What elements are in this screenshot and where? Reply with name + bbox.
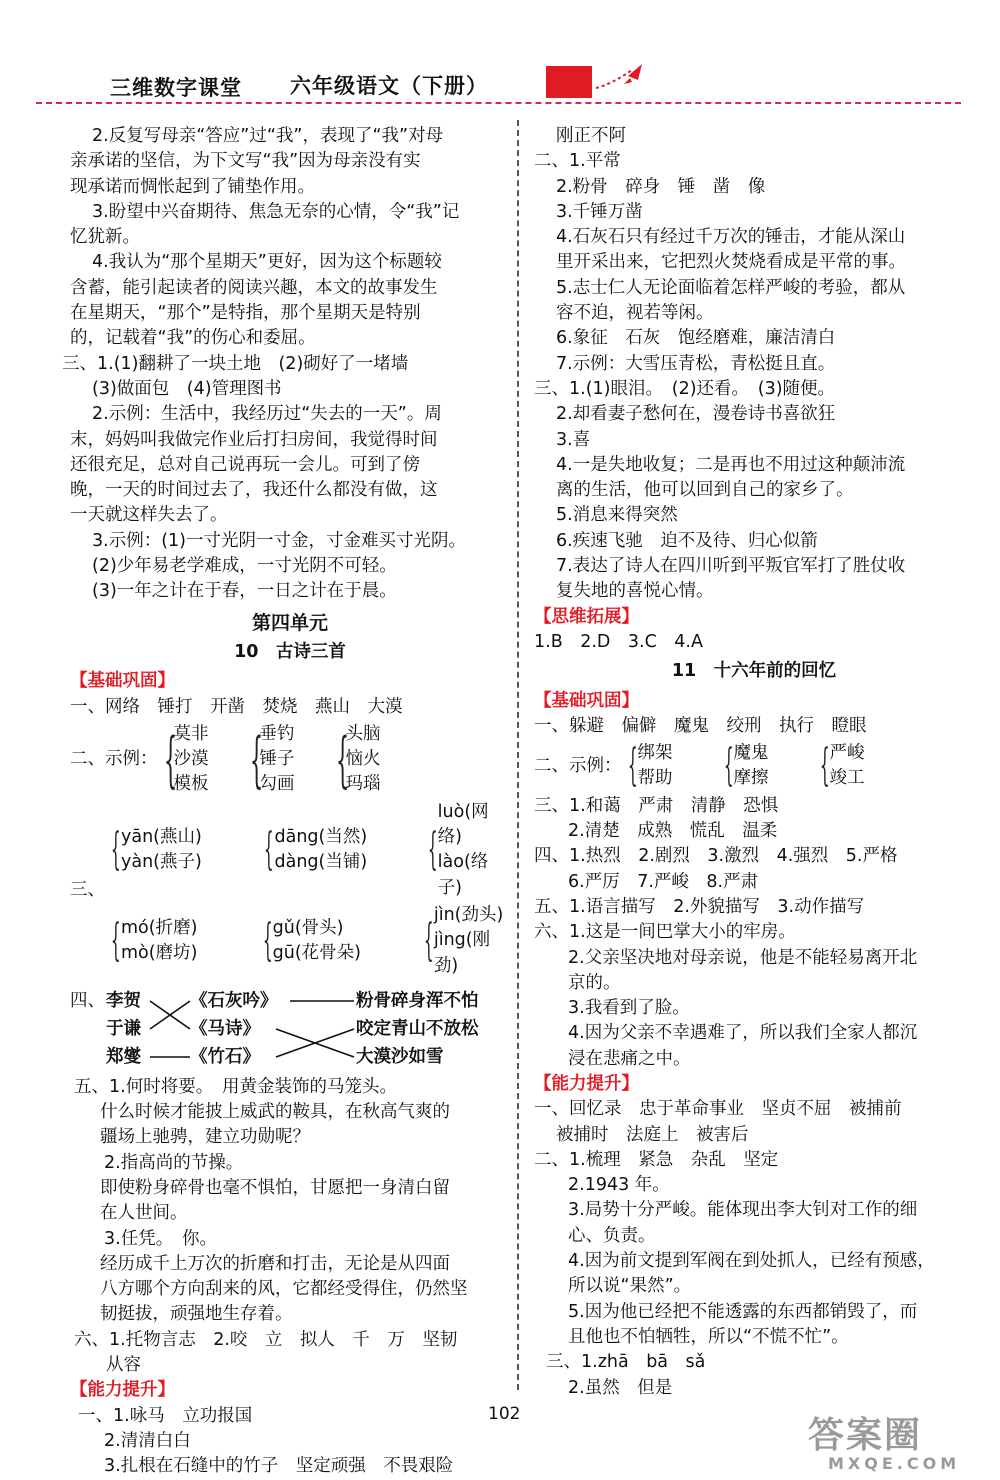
poem-line: 咬定青山不放松 (356, 1018, 479, 1039)
text-line: 经历成千上万次的折磨和打击，无论是从四面 (100, 1253, 450, 1274)
text-line: (3)做面包 (4)管理图书 (92, 378, 282, 399)
pinyin-row (105, 903, 510, 979)
watermark-logo (808, 1415, 978, 1473)
matching-lines (70, 987, 510, 1071)
text-line: 含蓄，能引起读者的阅读兴趣，本文的故事发生 (70, 277, 438, 298)
text-line: 2.父亲坚决地对母亲说，他是不能轻易离开北 (568, 947, 918, 968)
matching-exercise (70, 987, 510, 1071)
text-line: 四、1.热烈 2.剧烈 3.激烈 4.强烈 5.严格 (534, 846, 898, 867)
text-line: 3.任凭。 你。 (104, 1228, 217, 1249)
text-line: 2.反复写母亲“答应”过“我”，表现了“我”对母 (92, 126, 444, 146)
page-number: 102 (488, 1404, 521, 1424)
text-line: 什么时候才能披上威武的鞍具，在秋高气爽的 (100, 1102, 450, 1123)
text-line: 3.喜 (556, 429, 591, 450)
text-line: 一、回忆录 忠于革命事业 坚贞不屈 被捕前 (534, 1099, 902, 1120)
poem-line: 大漠沙如雪 (356, 1046, 444, 1067)
text-line: 疆场上驰骋，建立功勋呢？ (100, 1127, 310, 1148)
text-line: 在星期天，“那个”是特指，那个星期天是特别 (70, 303, 421, 324)
pinyin: luò(网络) (437, 801, 489, 848)
unit-title: 第四单元 (251, 611, 328, 634)
word: 沙漠 (173, 749, 209, 770)
text-line: 浸在悲痛之中。 (568, 1048, 691, 1069)
left-column (62, 124, 510, 1480)
pinyin-pair (105, 903, 237, 979)
text-line: 2.却看妻子愁何在，漫卷诗书喜欲狂 (556, 404, 836, 425)
text-line: 3.盼望中兴奋期待、焦急无奈的心情，令“我”记 (92, 201, 460, 222)
text-line: (3)一年之计在于春，一日之计在于晨。 (92, 581, 397, 602)
poem-title: 《马诗》 (190, 1018, 260, 1039)
text-line: 2.指高尚的节操。 (104, 1152, 244, 1173)
pinyin-group (438, 800, 510, 901)
word: 帮助 (637, 768, 673, 789)
brace-icon: { (163, 724, 177, 795)
section-tag: 【思维拓展】 (534, 606, 639, 627)
text-line: 5.因为他已经把不能透露的东西都销毁了，而 (568, 1301, 918, 1322)
item-prefix: 三、 (70, 879, 105, 900)
pinyin-group (121, 916, 197, 967)
section-tag: 【基础巩固】 (534, 690, 639, 711)
pinyin: dāng(当然) (274, 827, 368, 848)
text-line: 6.象征 石灰 饱经磨难，廉洁清白 (556, 328, 836, 349)
pinyin-block (70, 800, 510, 981)
text-line: (2)少年易老学难成，一寸光阴不可轻。 (92, 556, 397, 577)
section-tag: 【能力提升】 (534, 1073, 639, 1094)
text-line: 晚，一天的时间过去了，我还什么都没有做，这 (70, 480, 438, 501)
text-line: 一、躲避 偏僻 魔鬼 绞刑 执行 瞪眼 (534, 715, 867, 736)
text-line: 2.示例：生活中，我经历过“失去的一天”。周 (92, 404, 442, 425)
poet-name: 郑燮 (106, 1046, 141, 1067)
text-line: 1.B 2.D 3.C 4.A (534, 631, 703, 652)
pinyin-row (105, 800, 510, 901)
text-line: 4.因为前文提到军阀在到处抓人，已经有预感， (568, 1251, 935, 1272)
word: 莫非 (173, 723, 209, 744)
text-line: 五、1.何时将要。 用黄金装饰的马笼头。 (74, 1076, 397, 1097)
header-dashed-line (36, 102, 961, 104)
text-line: 里开采出来，它把烈火焚烧看成是平常的事。 (556, 252, 906, 273)
word: 魔鬼 (733, 743, 769, 764)
word-group (174, 722, 244, 798)
text-line: 3.示例：(1)一寸光阴一寸金，寸金难买寸光阴。 (92, 530, 466, 551)
word: 头脑 (345, 723, 381, 744)
pinyin-rows (105, 800, 510, 981)
section-tag: 【能力提升】 (70, 1380, 175, 1401)
word: 竣工 (829, 768, 865, 789)
text-line: 5.志士仁人无论面临着怎样严峻的考验，都从 (556, 277, 906, 298)
pinyin: mò(磨坊) (121, 942, 198, 963)
text-line: 2.虽然 但是 (568, 1377, 673, 1398)
text-line: 在人世间。 (100, 1203, 188, 1224)
rocket-icon (592, 62, 646, 94)
word: 恼火 (345, 749, 381, 770)
brace-icon: { (264, 824, 275, 876)
red-block-icon (546, 66, 592, 98)
poem-title: 《石灰吟》 (190, 990, 278, 1011)
pinyin: lào(络子) (437, 852, 489, 898)
text-line: 一、网络 锤打 开凿 焚烧 燕山 大漠 (70, 696, 403, 717)
pinyin: dàng(当铺) (274, 852, 368, 873)
pinyin-group (434, 903, 510, 979)
text-line: 2.粉骨 碎身 锤 凿 像 (556, 176, 766, 197)
pinyin-pair (105, 800, 238, 901)
word-group (346, 722, 381, 798)
brace-icon: { (335, 724, 349, 795)
text-line: 一天就这样失去了。 (70, 505, 228, 526)
text-line: 三、1.(1)眼泪。 (2)还看。 (3)随便。 (534, 378, 836, 399)
text-line: 被捕时 法庭上 被害后 (556, 1124, 749, 1145)
word-group (638, 741, 718, 792)
text-line: 六、1.托物言志 2.咬 立 拟人 千 万 坚韧 (74, 1329, 458, 1350)
text-line: 八方哪个方向刮来的风，它都经受得住，仍然坚 (100, 1279, 468, 1300)
brace-icon: { (110, 914, 121, 966)
text-line: 末，妈妈叫我做完作业后打扫房间，我觉得时间 (70, 429, 438, 450)
text-line: 3.我看到了脸。 (568, 998, 690, 1019)
text-line: 忆犹新。 (70, 227, 140, 248)
text-line: 的，记载着“我”的伤心和委屈。 (70, 328, 316, 349)
text-line: 3.千锤万凿 (556, 201, 643, 222)
text-line: 复失地的喜悦心情。 (556, 581, 714, 602)
pinyin: yàn(燕子) (121, 852, 202, 873)
word-group (260, 722, 330, 798)
pinyin: yān(燕山) (121, 827, 202, 848)
text-line: 5.消息来得突然 (556, 505, 678, 526)
text-line: 2.1943 年。 (568, 1175, 670, 1196)
text-line: 京的。 (568, 972, 621, 993)
brace-icon: { (427, 824, 438, 876)
brace-icon: { (262, 914, 273, 966)
text-line: 还很充足，总对自己说再玩一会儿。可到了傍 (70, 454, 420, 475)
text-line: 4.一是失地收复；二是再也不用过这种颠沛流 (556, 454, 906, 475)
word: 摩擦 (733, 768, 769, 789)
poem-title: 《竹石》 (190, 1046, 260, 1067)
pinyin-group (273, 916, 361, 967)
watermark-url: MXQE.COM (828, 1454, 961, 1473)
text-line: 二、1.平常 (534, 151, 621, 172)
pinyin-group (121, 825, 202, 876)
item-prefix: 四、 (70, 990, 105, 1011)
text-line: 离的生活，他可以回到自己的家乡了。 (556, 480, 854, 501)
word: 垂钓 (259, 723, 295, 744)
text-line: 7.表达了诗人在四川听到平叛官军打了胜仗收 (556, 556, 906, 577)
item-prefix: 二、示例： (70, 749, 158, 770)
series-name: 三维数字课堂 (110, 76, 242, 100)
brace-icon: { (627, 740, 638, 792)
lesson-title: 11 十六年前的回忆 (671, 661, 837, 682)
lesson-title: 10 古诗三首 (234, 641, 346, 662)
text-line: 4.因为父亲不幸遇难了，所以我们全家人都沉 (568, 1023, 918, 1044)
text-line: 三、1.和蔼 严肃 清静 恐惧 (534, 795, 779, 816)
text-line: 心、负责。 (568, 1225, 656, 1246)
pinyin: gū(花骨朵) (272, 942, 362, 963)
text-line: 6.严厉 7.严峻 8.严肃 (568, 871, 759, 892)
pinyin: jìng(刚劲) (433, 930, 491, 976)
text-line: 7.示例：大雪压青松，青松挺且直。 (556, 353, 836, 374)
pinyin-pair (258, 800, 401, 901)
text-line: 韧挺拔，顽强地生存着。 (100, 1304, 293, 1325)
text-line: 即使粉身碎骨也毫不惧怕，甘愿把一身清白留 (100, 1177, 450, 1198)
right-column (534, 124, 974, 1401)
word-group (830, 741, 865, 792)
word: 模板 (173, 774, 209, 795)
text-line: 六、1.这是一间巴掌大小的牢房。 (534, 922, 796, 943)
word-group (734, 741, 814, 792)
text-line: 3.扎根在石缝中的竹子 坚定顽强 不畏艰险 (104, 1456, 454, 1477)
word: 严峻 (829, 743, 865, 764)
text-line: 2.清清白白 (104, 1430, 191, 1451)
text-line: 且他也不怕牺牲，所以“不慌不忙”。 (568, 1326, 849, 1347)
pinyin: gǔ(骨头) (272, 917, 344, 938)
book-title: 六年级语文（下册） (290, 74, 488, 98)
text-line: 一、1.咏马 立功报国 (78, 1405, 253, 1426)
text-line: 2.清楚 成熟 慌乱 温柔 (568, 821, 778, 842)
word: 锤子 (259, 749, 295, 770)
word: 勾画 (259, 774, 295, 795)
text-line: 6.疾速飞驰 迫不及待、归心似箭 (556, 530, 818, 551)
column-divider (517, 120, 519, 1390)
poet-name: 于谦 (106, 1018, 141, 1039)
pinyin-pair (422, 800, 510, 901)
poem-line: 粉骨碎身浑不怕 (356, 990, 479, 1011)
pinyin-pair (418, 903, 510, 979)
brace-icon: { (723, 740, 734, 792)
example-brace-group (534, 741, 974, 792)
brace-icon: { (110, 824, 121, 876)
text-line: 三、1.zhā bā sǎ (546, 1352, 706, 1373)
pinyin-pair (257, 903, 398, 979)
text-line: 亲承诺的坚信，为下文写“我”因为母亲没有实 (70, 151, 421, 172)
text-line: 刚正不阿 (556, 126, 626, 146)
text-line: 3.局势十分严峻。能体现出李大钊对工作的细 (568, 1200, 918, 1221)
section-tag: 【基础巩固】 (70, 671, 175, 692)
word: 绑架 (637, 743, 673, 764)
pinyin: jìn(劲头) (433, 904, 504, 925)
text-line: 二、1.梳理 紧急 杂乱 坚定 (534, 1149, 779, 1170)
text-line: 4.我认为“那个星期天”更好，因为这个标题较 (92, 252, 442, 273)
example-brace-group (70, 722, 510, 798)
word: 玛瑙 (345, 774, 381, 795)
poet-name: 李贺 (106, 990, 141, 1011)
text-line: 容不迫，视若等闲。 (556, 303, 714, 324)
text-line: 三、1.(1)翻耕了一块土地 (2)砌好了一堵墙 (62, 353, 409, 374)
page-header (0, 0, 1000, 110)
text-line: 所以说“果然”。 (568, 1276, 692, 1297)
brace-icon: { (423, 914, 434, 966)
text-line: 从容 (106, 1355, 141, 1376)
pinyin: mó(折磨) (121, 917, 198, 938)
brace-icon: { (249, 724, 263, 795)
watermark-text: 答案圈 (808, 1415, 923, 1456)
text-line: 五、1.语言描写 2.外貌描写 3.动作描写 (534, 896, 865, 917)
text-line: 4.石灰石只有经过千万次的锤击，才能从深山 (556, 227, 906, 248)
text-line: 现承诺而惆怅起到了铺垫作用。 (70, 176, 315, 197)
pinyin-group (274, 825, 367, 876)
brace-icon: { (819, 740, 830, 792)
item-prefix: 二、示例： (534, 755, 622, 776)
